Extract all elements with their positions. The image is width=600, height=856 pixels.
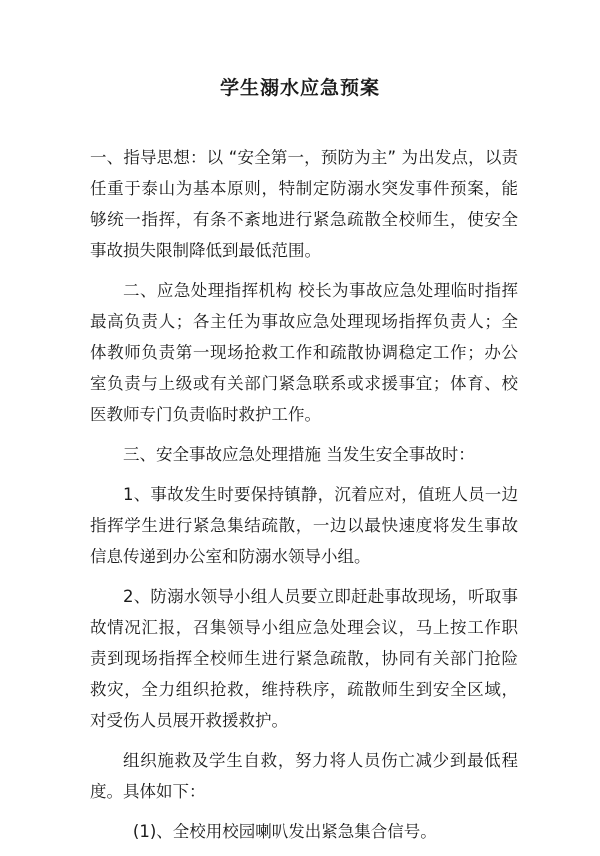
paragraph-measure-1: 1、事故发生时要保持镇静，沉着应对，值班人员一边指挥学生进行紧急集结疏散，一边以最快速度将发生事故信息传递到办公室和防溺水领导小组。 bbox=[90, 485, 518, 566]
paragraph-list-item-1: (1)、全校用校园喇叭发出紧急集合信号。 bbox=[132, 822, 437, 841]
document-body bbox=[90, 142, 518, 856]
document-title: 学生溺水应急预案 bbox=[219, 77, 380, 99]
paragraph-emergency-measures: 三、安全事故应急处理措施 当发生安全事故时： bbox=[123, 445, 475, 464]
paragraph-command-structure: 二、应急处理指挥机构 校长为事故应急处理临时指挥最高负责人；各主任为事故应急处理现场指挥负责人；全体教师负责第一现场抢救工作和疏散协调稳定工作；办公室负责与上级或有关部门紧急联系或求援事宜；体育、校医教师专门负责临时救护工作。 bbox=[90, 281, 518, 424]
paragraph-measure-2: 2、防溺水领导小组人员要立即赶赴事故现场，听取事故情况汇报，召集领导小组应急处理会议，马上按工作职责到现场指挥全校师生进行紧急疏散，协同有关部门抢险救灾，全力组织抢救，维持秩序，疏散师生到安全区域，对受伤人员展开救援救护。 bbox=[90, 587, 518, 730]
paragraph-guiding-ideology: 一、指导思想：以 “安全第一，预防为主” 为出发点，以责任重于泰山为基本原则，特制定防溺水突发事件预案，能够统一指挥，有条不紊地进行紧急疏散全校师生，使安全事故损失限制降低到最低范围。 bbox=[90, 148, 518, 260]
paragraph-rescue-intro: 组织施救及学生自救，努力将人员伤亡减少到最低程度。具体如下： bbox=[90, 751, 518, 801]
